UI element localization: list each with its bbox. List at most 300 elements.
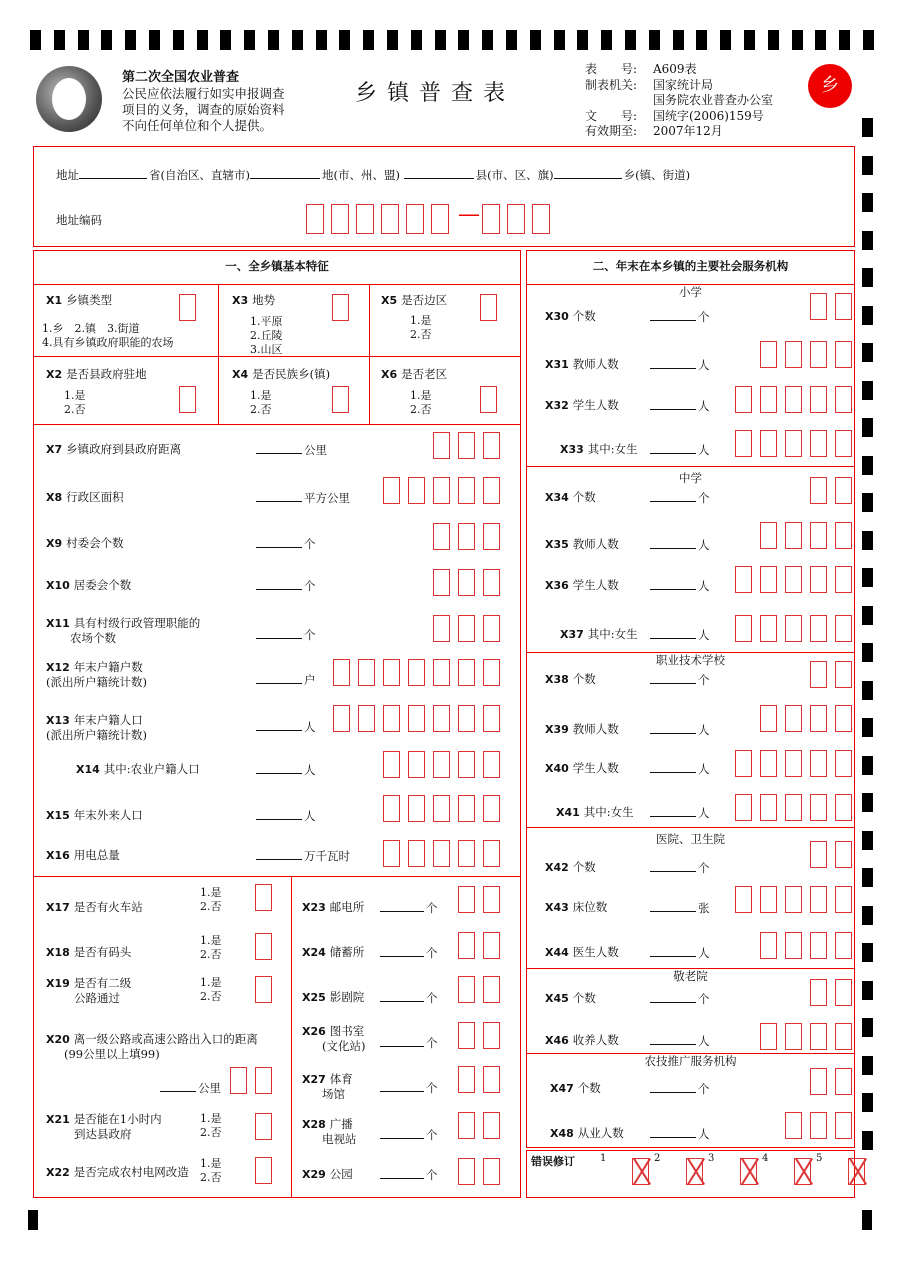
- item-X12-cell[interactable]: [408, 659, 425, 686]
- census-logo: [36, 66, 102, 132]
- item-X21-label: X21 是否能在1小时内 到达县政府: [46, 1112, 162, 1141]
- item-X44-cell[interactable]: [785, 932, 802, 959]
- item-X9-field[interactable]: [256, 537, 302, 548]
- timing-mark: [862, 118, 873, 137]
- township-field[interactable]: [554, 168, 622, 179]
- address-code-cell[interactable]: [431, 204, 449, 234]
- item-X14-cell[interactable]: [433, 751, 450, 778]
- item-X8-cell[interactable]: [408, 477, 425, 504]
- item-X32-cell[interactable]: [835, 386, 852, 413]
- item-X46-label: X46 收养人数: [545, 1033, 619, 1047]
- item-X28-label: X28 广播 电视站: [302, 1117, 357, 1146]
- item-X35-cell[interactable]: [835, 522, 852, 549]
- item-X48-label: X48 从业人数: [550, 1126, 624, 1140]
- item-X16-cell[interactable]: [483, 840, 500, 867]
- item-X20-cell[interactable]: [255, 1067, 272, 1094]
- timing-mark: [768, 30, 779, 50]
- item-X48-cell[interactable]: [810, 1112, 827, 1139]
- item-X14-unit: 人: [256, 762, 316, 778]
- item-X39-label: X39 教师人数: [545, 722, 619, 736]
- error-slot-number: 2: [654, 1153, 661, 1164]
- item-X46-cell[interactable]: [785, 1023, 802, 1050]
- timing-mark: [862, 306, 873, 325]
- address-code-cell[interactable]: [306, 204, 324, 234]
- item-X15-field[interactable]: [256, 809, 302, 820]
- item-X24-cell[interactable]: [483, 932, 500, 959]
- item-X48-unit: 人: [650, 1126, 710, 1142]
- item-X39-cell[interactable]: [810, 705, 827, 732]
- item-X47-field[interactable]: [650, 1082, 696, 1093]
- item-X41-cell[interactable]: [810, 794, 827, 821]
- item-X6-cell[interactable]: [480, 386, 497, 413]
- timing-mark: [30, 30, 41, 50]
- item-X29-cell[interactable]: [458, 1158, 475, 1185]
- item-X9-cell[interactable]: [458, 523, 475, 550]
- item-X3-cell[interactable]: [332, 294, 349, 321]
- item-X43-cell[interactable]: [835, 886, 852, 913]
- item-X30-cell[interactable]: [835, 293, 852, 320]
- item-X33-cell[interactable]: [810, 430, 827, 457]
- item-X24-label: X24 储蓄所: [302, 945, 365, 959]
- item-X36-cell[interactable]: [785, 566, 802, 593]
- item-X26-cell[interactable]: [458, 1022, 475, 1049]
- address-code-cell[interactable]: [507, 204, 525, 234]
- item-X32-cell[interactable]: [760, 386, 777, 413]
- item-X39-cell[interactable]: [760, 705, 777, 732]
- item-X37-cell[interactable]: [760, 615, 777, 642]
- item-X24-field[interactable]: [380, 946, 424, 957]
- item-X13-cell[interactable]: [408, 705, 425, 732]
- item-X11-cell[interactable]: [483, 615, 500, 642]
- item-X13-cell[interactable]: [433, 705, 450, 732]
- item-X47-label: X47 个数: [550, 1081, 601, 1095]
- item-X4-options: 1.是 2.否: [250, 389, 272, 416]
- item-X24-cell[interactable]: [458, 932, 475, 959]
- item-X11-field[interactable]: [256, 628, 302, 639]
- error-slot-cell[interactable]: [740, 1158, 757, 1185]
- item-X37-cell[interactable]: [810, 615, 827, 642]
- county-field[interactable]: [404, 168, 474, 179]
- item-X8-cell[interactable]: [458, 477, 475, 504]
- item-X33-cell[interactable]: [735, 430, 752, 457]
- item-X43-field[interactable]: [650, 901, 696, 912]
- item-X38-field[interactable]: [650, 673, 696, 684]
- item-X20-field[interactable]: [160, 1081, 196, 1092]
- item-X13-field[interactable]: [256, 720, 302, 731]
- timing-mark: [862, 718, 873, 737]
- item-X38-unit: 个: [650, 672, 710, 688]
- item-X11-label: X11 具有村级行政管理职能的 农场个数: [46, 616, 201, 645]
- item-X36-unit: 人: [650, 578, 710, 594]
- item-X20-cell[interactable]: [230, 1067, 247, 1094]
- item-X41-field[interactable]: [650, 806, 696, 817]
- item-X40-cell[interactable]: [785, 750, 802, 777]
- item-X43-cell[interactable]: [810, 886, 827, 913]
- item-X41-cell[interactable]: [735, 794, 752, 821]
- item-X14-cell[interactable]: [383, 751, 400, 778]
- item-X41-cell[interactable]: [760, 794, 777, 821]
- item-X40-cell[interactable]: [735, 750, 752, 777]
- item-X42-field[interactable]: [650, 861, 696, 872]
- timing-mark: [862, 418, 873, 437]
- item-X8-cell[interactable]: [433, 477, 450, 504]
- timing-mark: [862, 1056, 873, 1075]
- timing-mark: [54, 30, 65, 50]
- section2-title: 二、年末在本乡镇的主要社会服务机构: [592, 259, 789, 273]
- item-X8-cell[interactable]: [483, 477, 500, 504]
- form-meta: 表 号: A609表 制表机关: 国家统计局 国务院农业普查办公室 文 号: 国统字(2006)159号 有效期至: 2007年12月: [585, 62, 774, 138]
- item-X5-cell[interactable]: [480, 294, 497, 321]
- item-X34-field[interactable]: [650, 491, 696, 502]
- timing-mark: [862, 343, 873, 362]
- item-X35-cell[interactable]: [810, 522, 827, 549]
- item-X18-cell[interactable]: [255, 933, 272, 960]
- timing-mark: [363, 30, 374, 50]
- item-X1-cell[interactable]: [179, 294, 196, 321]
- item-X36-cell[interactable]: [735, 566, 752, 593]
- item-X11-unit: 个: [256, 627, 316, 643]
- item-X27-unit: 个: [380, 1080, 438, 1096]
- item-X31-cell[interactable]: [835, 341, 852, 368]
- section1-title: 一、全乡镇基本特征: [225, 259, 329, 273]
- item-X15-label: X15 年末外来人口: [46, 808, 143, 822]
- timing-mark: [862, 606, 873, 625]
- item-X37-cell[interactable]: [835, 615, 852, 642]
- item-X8-cell[interactable]: [383, 477, 400, 504]
- item-X37-field[interactable]: [650, 628, 696, 639]
- item-X47-cell[interactable]: [810, 1068, 827, 1095]
- item-X13-cell[interactable]: [458, 705, 475, 732]
- timing-mark: [862, 981, 873, 1000]
- item-X40-label: X40 学生人数: [545, 761, 619, 775]
- item-X16-cell[interactable]: [433, 840, 450, 867]
- timing-mark: [78, 30, 89, 50]
- item-X2-options: 1.是 2.否: [64, 389, 86, 416]
- item-X41-cell[interactable]: [835, 794, 852, 821]
- item-X44-cell[interactable]: [760, 932, 777, 959]
- item-X35-field[interactable]: [650, 538, 696, 549]
- item-X17-label: X17 是否有火车站: [46, 900, 143, 914]
- item-X10-field[interactable]: [256, 579, 302, 590]
- item-X40-field[interactable]: [650, 762, 696, 773]
- item-X46-cell[interactable]: [760, 1023, 777, 1050]
- item-X36-cell[interactable]: [835, 566, 852, 593]
- item-X46-field[interactable]: [650, 1034, 696, 1045]
- address-code-cell[interactable]: [381, 204, 399, 234]
- timing-mark: [862, 1210, 872, 1230]
- item-X45-cell[interactable]: [835, 979, 852, 1006]
- timing-mark: [862, 381, 873, 400]
- timing-mark: [101, 30, 112, 50]
- error-slot-number: 5: [816, 1153, 823, 1164]
- item-X24-unit: 个: [380, 945, 438, 961]
- address-code-cell[interactable]: [532, 204, 550, 234]
- item-X32-field[interactable]: [650, 399, 696, 410]
- item-X25-unit: 个: [380, 990, 438, 1006]
- item-X46-cell[interactable]: [835, 1023, 852, 1050]
- item-X31-cell[interactable]: [785, 341, 802, 368]
- item-X14-label: X14 其中:农业户籍人口: [76, 762, 200, 776]
- item-X35-cell[interactable]: [785, 522, 802, 549]
- item-X40-unit: 人: [650, 761, 710, 777]
- item-X43-cell[interactable]: [760, 886, 777, 913]
- timing-mark: [862, 456, 873, 475]
- error-slot-cell[interactable]: [686, 1158, 703, 1185]
- timing-mark: [125, 30, 136, 50]
- timing-mark: [862, 831, 873, 850]
- timing-mark: [839, 30, 850, 50]
- timing-mark: [862, 268, 873, 287]
- address-code-cell[interactable]: [482, 204, 500, 234]
- item-X19-cell[interactable]: [255, 976, 272, 1003]
- item-X7-cell[interactable]: [433, 432, 450, 459]
- item-X39-cell[interactable]: [785, 705, 802, 732]
- item-X28-field[interactable]: [380, 1128, 424, 1139]
- item-X19-options: 1.是 2.否: [200, 976, 222, 1003]
- item-X23-unit: 个: [380, 900, 438, 916]
- timing-mark: [411, 30, 422, 50]
- item-X9-cell[interactable]: [433, 523, 450, 550]
- timing-mark: [530, 30, 541, 50]
- item-X12-cell[interactable]: [483, 659, 500, 686]
- item-X15-unit: 人: [256, 808, 316, 824]
- item-X27-label: X27 体育 场馆: [302, 1072, 353, 1101]
- item-X43-cell[interactable]: [785, 886, 802, 913]
- item-X33-cell[interactable]: [760, 430, 777, 457]
- item-X13-cell[interactable]: [358, 705, 375, 732]
- timing-mark: [862, 1093, 873, 1112]
- group-title: 敬老院: [673, 969, 708, 983]
- item-X14-field[interactable]: [256, 763, 302, 774]
- item-X11-cell[interactable]: [458, 615, 475, 642]
- item-X9-label: X9 村委会个数: [46, 536, 124, 550]
- item-X21-cell[interactable]: [255, 1113, 272, 1140]
- item-X31-label: X31 教师人数: [545, 357, 619, 371]
- item-X7-field[interactable]: [256, 443, 302, 454]
- item-X7-cell[interactable]: [483, 432, 500, 459]
- timing-mark: [577, 30, 588, 50]
- item-X17-options: 1.是 2.否: [200, 886, 222, 913]
- timing-mark: [862, 1018, 873, 1037]
- item-X43-cell[interactable]: [735, 886, 752, 913]
- address-code-cell[interactable]: [406, 204, 424, 234]
- item-X44-field[interactable]: [650, 946, 696, 957]
- item-X29-cell[interactable]: [483, 1158, 500, 1185]
- item-X22-cell[interactable]: [255, 1157, 272, 1184]
- error-slot-number: 1: [600, 1153, 607, 1164]
- item-X5-label: X5 是否边区: [381, 293, 448, 307]
- item-X27-field[interactable]: [380, 1081, 424, 1092]
- item-X31-cell[interactable]: [810, 341, 827, 368]
- item-X16-cell[interactable]: [408, 840, 425, 867]
- item-X23-cell[interactable]: [483, 886, 500, 913]
- item-X32-cell[interactable]: [735, 386, 752, 413]
- item-X44-label: X44 医生人数: [545, 945, 619, 959]
- item-X4-cell[interactable]: [332, 386, 349, 413]
- item-X15-cell[interactable]: [483, 795, 500, 822]
- item-X10-cell[interactable]: [483, 569, 500, 596]
- item-X12-field[interactable]: [256, 673, 302, 684]
- item-X12-cell[interactable]: [383, 659, 400, 686]
- address-code-cell[interactable]: [331, 204, 349, 234]
- item-X47-unit: 个: [650, 1081, 710, 1097]
- item-X14-cell[interactable]: [408, 751, 425, 778]
- item-X42-cell[interactable]: [835, 841, 852, 868]
- item-X18-options: 1.是 2.否: [200, 934, 222, 961]
- item-X38-cell[interactable]: [835, 661, 852, 688]
- timing-mark: [292, 30, 303, 50]
- timing-mark: [862, 943, 873, 962]
- item-X23-label: X23 邮电所: [302, 900, 365, 914]
- item-X34-unit: 个: [650, 490, 710, 506]
- item-X38-label: X38 个数: [545, 672, 596, 686]
- item-X10-cell[interactable]: [433, 569, 450, 596]
- address-code-cell[interactable]: [356, 204, 374, 234]
- item-X31-cell[interactable]: [760, 341, 777, 368]
- item-X16-label: X16 用电总量: [46, 848, 120, 862]
- item-X8-field[interactable]: [256, 491, 302, 502]
- item-X39-cell[interactable]: [835, 705, 852, 732]
- item-X5-options: 1.是 2.否: [410, 314, 432, 341]
- item-X10-cell[interactable]: [458, 569, 475, 596]
- item-X12-cell[interactable]: [433, 659, 450, 686]
- item-X25-field[interactable]: [380, 991, 424, 1002]
- address-code-label: 地址编码: [56, 213, 102, 227]
- item-X43-unit: 张: [650, 900, 710, 916]
- item-X12-label: X12 年末户籍户数 (派出所户籍统计数): [46, 660, 147, 689]
- item-X30-field[interactable]: [650, 310, 696, 321]
- item-X34-cell[interactable]: [810, 477, 827, 504]
- item-X48-cell[interactable]: [835, 1112, 852, 1139]
- error-slot-number: 3: [708, 1153, 715, 1164]
- item-X35-cell[interactable]: [760, 522, 777, 549]
- item-X26-field[interactable]: [380, 1036, 424, 1047]
- timing-mark: [673, 30, 684, 50]
- item-X29-field[interactable]: [380, 1168, 424, 1179]
- item-X13-cell[interactable]: [333, 705, 350, 732]
- item-X33-field[interactable]: [650, 443, 696, 454]
- item-X25-cell[interactable]: [458, 976, 475, 1003]
- item-X47-cell[interactable]: [835, 1068, 852, 1095]
- item-X30-cell[interactable]: [810, 293, 827, 320]
- item-X18-label: X18 是否有码头: [46, 945, 132, 959]
- item-X15-cell[interactable]: [383, 795, 400, 822]
- item-X25-cell[interactable]: [483, 976, 500, 1003]
- item-X3-label: X3 地势: [232, 293, 276, 307]
- timing-mark: [792, 30, 803, 50]
- item-X15-cell[interactable]: [433, 795, 450, 822]
- item-X17-cell[interactable]: [255, 884, 272, 911]
- item-X9-cell[interactable]: [483, 523, 500, 550]
- item-X13-cell[interactable]: [483, 705, 500, 732]
- item-X32-label: X32 学生人数: [545, 398, 619, 412]
- item-X39-unit: 人: [650, 722, 710, 738]
- item-X28-cell[interactable]: [483, 1112, 500, 1139]
- item-X23-cell[interactable]: [458, 886, 475, 913]
- item-X16-unit: 万千瓦时: [256, 848, 350, 864]
- item-X33-cell[interactable]: [835, 430, 852, 457]
- item-X48-field[interactable]: [650, 1127, 696, 1138]
- item-X46-cell[interactable]: [810, 1023, 827, 1050]
- item-X40-cell[interactable]: [760, 750, 777, 777]
- item-X45-cell[interactable]: [810, 979, 827, 1006]
- item-X26-cell[interactable]: [483, 1022, 500, 1049]
- item-X14-cell[interactable]: [458, 751, 475, 778]
- item-X23-field[interactable]: [380, 901, 424, 912]
- item-X32-cell[interactable]: [810, 386, 827, 413]
- item-X39-field[interactable]: [650, 723, 696, 734]
- item-X44-cell[interactable]: [835, 932, 852, 959]
- item-X45-field[interactable]: [650, 992, 696, 1003]
- item-X27-cell[interactable]: [458, 1066, 475, 1093]
- item-X32-cell[interactable]: [785, 386, 802, 413]
- item-X38-cell[interactable]: [810, 661, 827, 688]
- province-field[interactable]: [79, 168, 147, 179]
- item-X37-cell[interactable]: [735, 615, 752, 642]
- legal-notice: 公民应依法履行如实申报调查 项目的义务，调查的原始资料 不向任何单位和个人提供。: [122, 86, 285, 133]
- item-X44-cell[interactable]: [810, 932, 827, 959]
- error-slot-cell[interactable]: [632, 1158, 649, 1185]
- item-X14-cell[interactable]: [483, 751, 500, 778]
- item-X7-cell[interactable]: [458, 432, 475, 459]
- timing-mark: [554, 30, 565, 50]
- item-X36-field[interactable]: [650, 579, 696, 590]
- township-seal: 乡: [808, 64, 852, 108]
- item-X4-label: X4 是否民族乡(镇): [232, 367, 331, 381]
- item-X13-cell[interactable]: [383, 705, 400, 732]
- item-X20-unit: 公里: [160, 1080, 221, 1096]
- item-X31-field[interactable]: [650, 358, 696, 369]
- item-X19-label: X19 是否有二级 公路通过: [46, 976, 132, 1005]
- timing-mark: [197, 30, 208, 50]
- item-X40-cell[interactable]: [810, 750, 827, 777]
- prefecture-field[interactable]: [250, 168, 320, 179]
- item-X12-cell[interactable]: [358, 659, 375, 686]
- item-X27-cell[interactable]: [483, 1066, 500, 1093]
- item-X16-cell[interactable]: [458, 840, 475, 867]
- item-X15-cell[interactable]: [458, 795, 475, 822]
- item-X48-cell[interactable]: [785, 1112, 802, 1139]
- item-X33-cell[interactable]: [785, 430, 802, 457]
- item-X12-cell[interactable]: [333, 659, 350, 686]
- item-X42-cell[interactable]: [810, 841, 827, 868]
- item-X32-unit: 人: [650, 398, 710, 414]
- item-X16-field[interactable]: [256, 849, 302, 860]
- section2-box: [526, 250, 855, 1148]
- item-X29-unit: 个: [380, 1167, 438, 1183]
- item-X41-cell[interactable]: [785, 794, 802, 821]
- item-X22-options: 1.是 2.否: [200, 1157, 222, 1184]
- error-slot-cell[interactable]: [848, 1158, 865, 1185]
- item-X16-cell[interactable]: [383, 840, 400, 867]
- timing-mark: [862, 531, 873, 550]
- item-X40-cell[interactable]: [835, 750, 852, 777]
- item-X28-cell[interactable]: [458, 1112, 475, 1139]
- item-X42-label: X42 个数: [545, 860, 596, 874]
- item-X11-cell[interactable]: [433, 615, 450, 642]
- item-X15-cell[interactable]: [408, 795, 425, 822]
- item-X12-cell[interactable]: [458, 659, 475, 686]
- item-X2-cell[interactable]: [179, 386, 196, 413]
- item-X36-cell[interactable]: [760, 566, 777, 593]
- item-X37-cell[interactable]: [785, 615, 802, 642]
- item-X34-cell[interactable]: [835, 477, 852, 504]
- item-X36-cell[interactable]: [810, 566, 827, 593]
- item-X8-label: X8 行政区面积: [46, 490, 124, 504]
- timing-mark: [173, 30, 184, 50]
- timing-mark: [268, 30, 279, 50]
- error-slot-cell[interactable]: [794, 1158, 811, 1185]
